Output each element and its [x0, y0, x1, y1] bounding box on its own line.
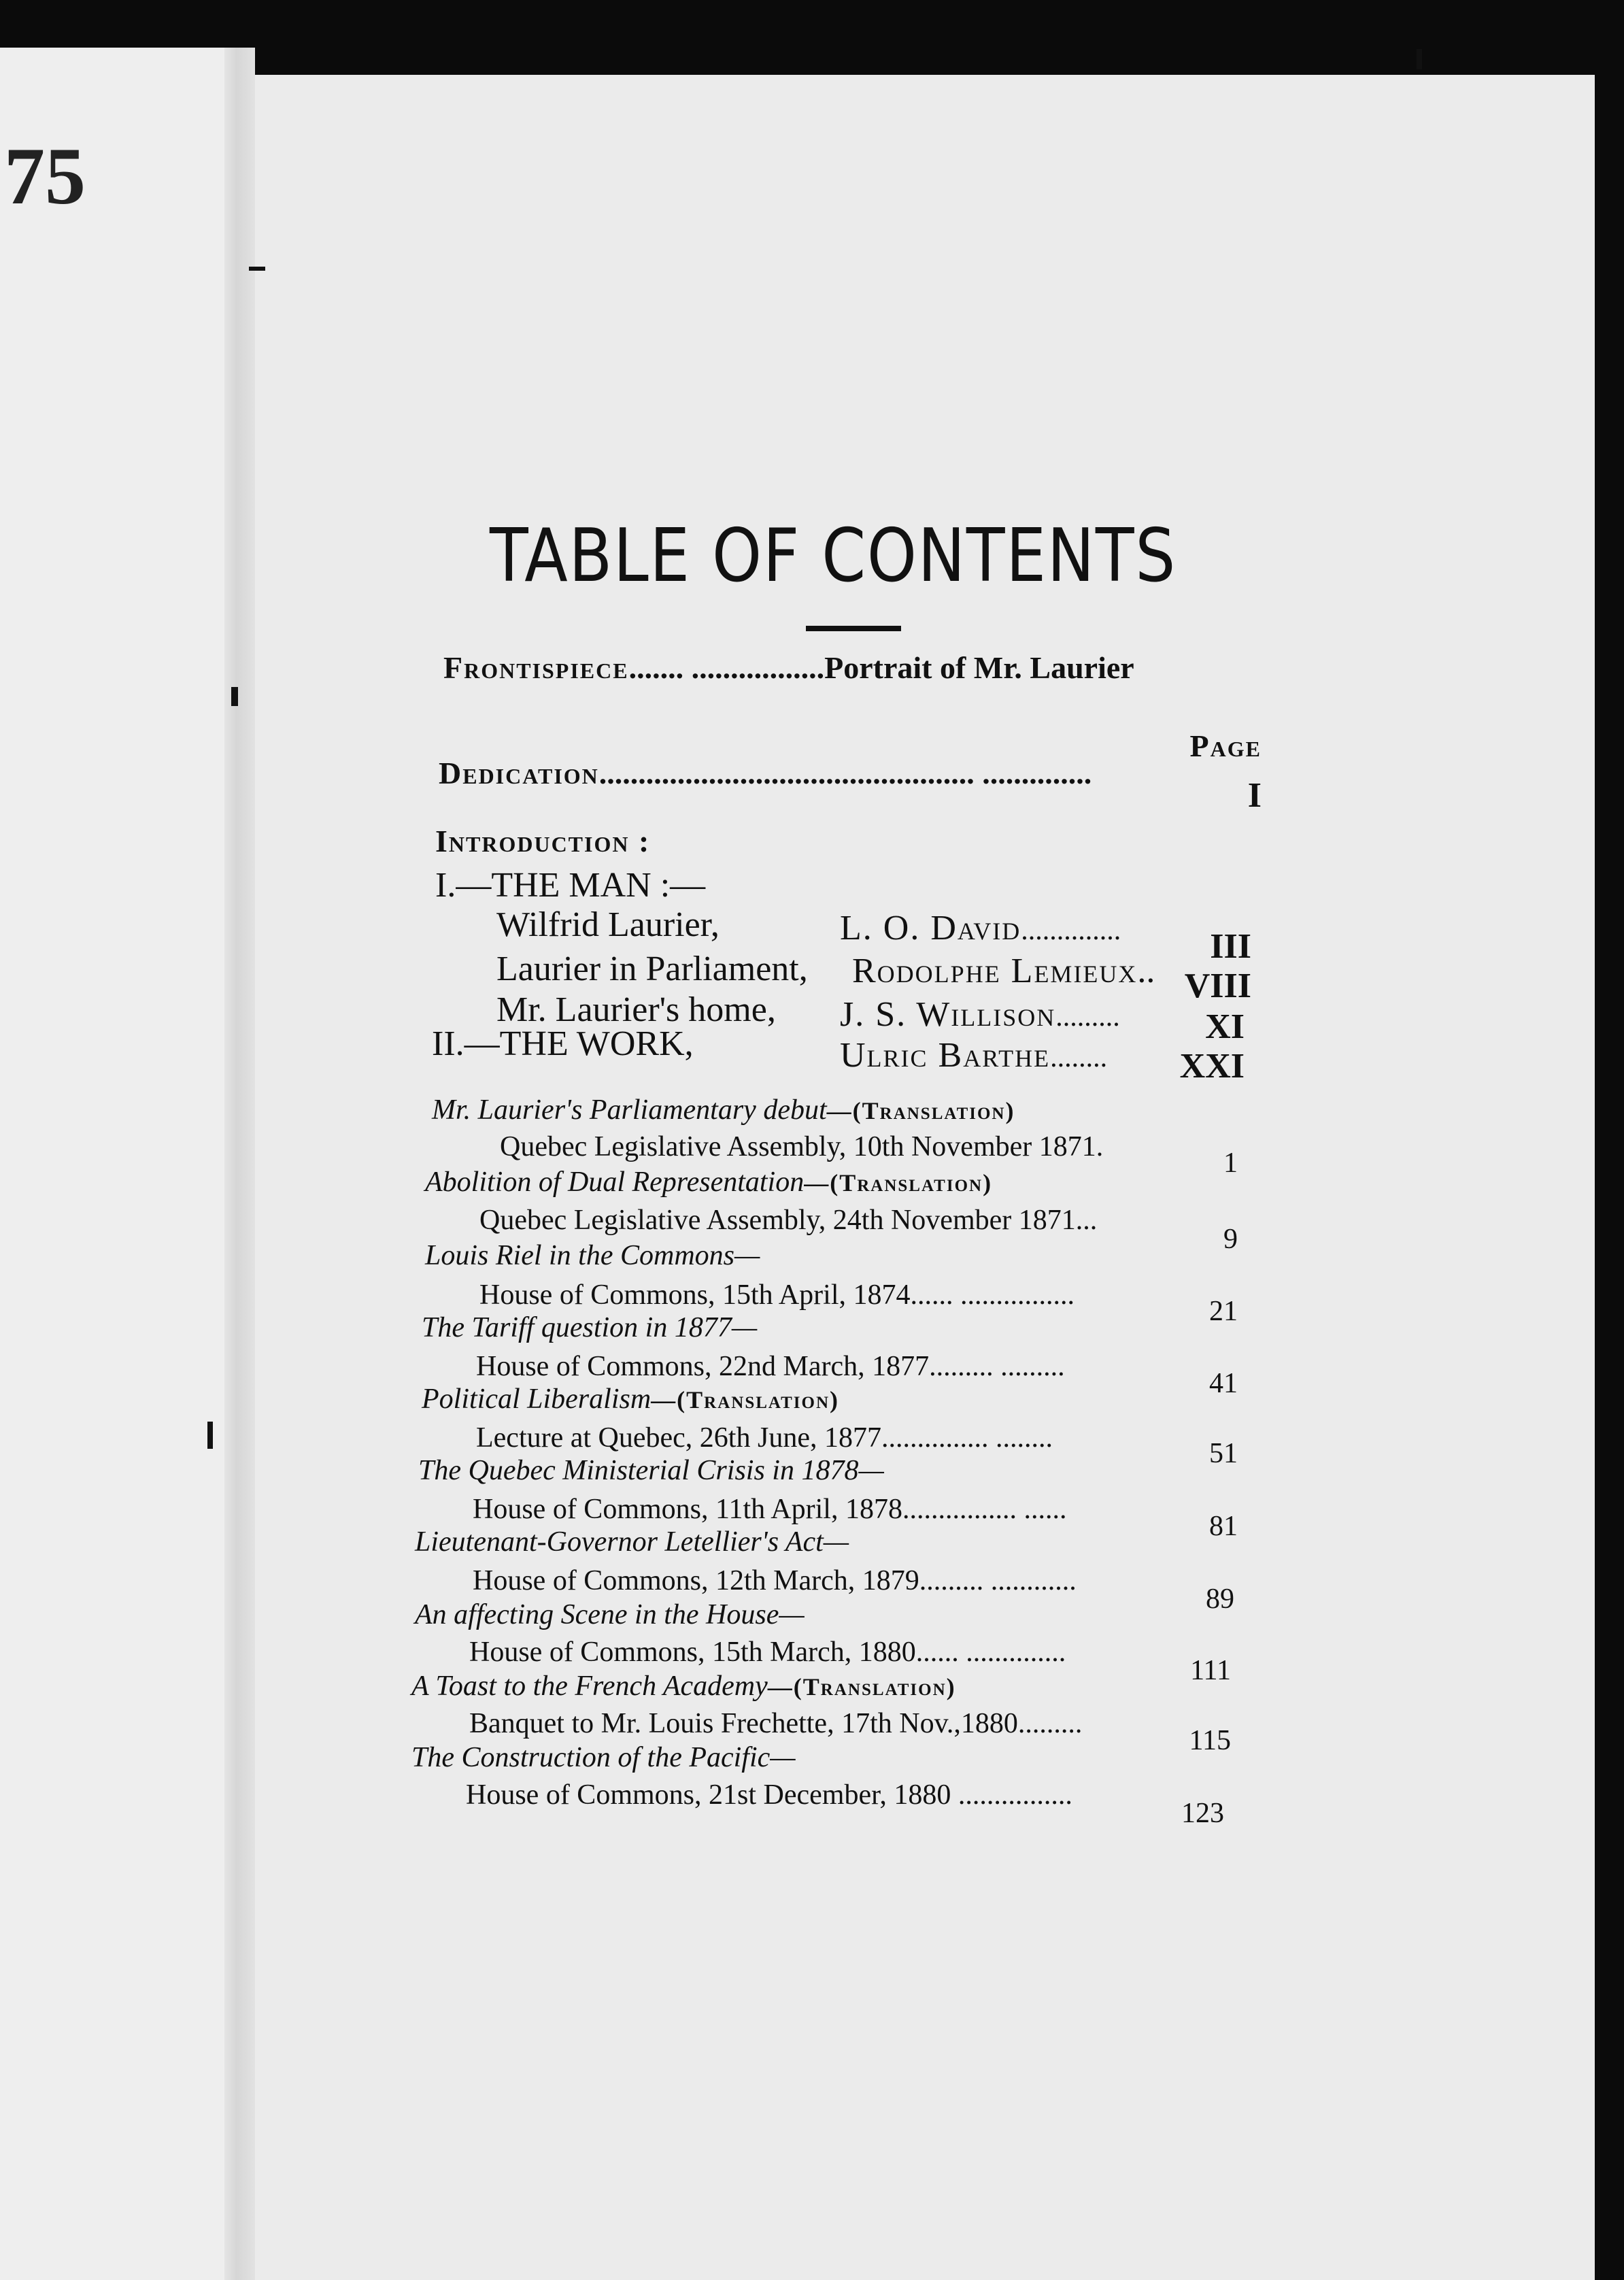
speech-detail: House of Commons, 22nd March, 1877......... .........: [476, 1351, 1065, 1382]
speech-detail: House of Commons, 21st December, 1880 ................: [466, 1779, 1072, 1811]
facing-page: [0, 48, 224, 2280]
margin-page-number: 75: [4, 131, 86, 221]
intro-entry-author: J. S. Willison.........: [840, 995, 1120, 1034]
speech-detail: Quebec Legislative Assembly, 10th November 1871.: [500, 1131, 1104, 1162]
intro-entry-title: Mr. Laurier's home,: [496, 990, 776, 1029]
part-two-author: Ulric Barthe........: [840, 1036, 1108, 1075]
speech-detail: Quebec Legislative Assembly, 24th November 1871...: [479, 1205, 1098, 1236]
introduction-label: Introduction :: [435, 824, 651, 858]
speech-detail: House of Commons, 12th March, 1879......... ............: [473, 1565, 1077, 1596]
speech-heading: The Tariff question in 1877—: [422, 1312, 758, 1343]
intro-entry-title: Wilfrid Laurier,: [496, 905, 720, 944]
page-title: TABLE OF CONTENTS: [490, 514, 1177, 599]
dedication-row: [439, 755, 1092, 791]
speech-page: 111: [1190, 1655, 1231, 1686]
speech-page: 41: [1209, 1368, 1238, 1399]
binding-mark: [207, 1422, 213, 1449]
dedication-leader: ................................................ ..............: [598, 756, 1092, 790]
speech-heading: Mr. Laurier's Parliamentary debut—(Translation): [432, 1094, 1015, 1126]
binding-mark: [231, 687, 238, 706]
title-rule: [806, 626, 901, 631]
frontispiece-leader: ....... .................: [628, 650, 825, 685]
speech-page: 115: [1189, 1725, 1231, 1756]
frontispiece-value: Portrait of Mr. Laurier: [824, 650, 1134, 685]
speech-page: 81: [1209, 1511, 1238, 1542]
speech-heading: The Quebec Ministerial Crisis in 1878—: [418, 1455, 884, 1486]
binding-mark: [249, 267, 265, 271]
speech-page: 1: [1223, 1147, 1238, 1179]
speech-heading: Louis Riel in the Commons—: [425, 1240, 760, 1271]
intro-entry-author: L. O. David..............: [840, 909, 1121, 948]
speech-heading: A Toast to the French Academy—(Translation): [411, 1671, 956, 1702]
speech-heading: The Construction of the Pacific—: [411, 1742, 796, 1773]
speech-page: 9: [1223, 1224, 1238, 1255]
speech-page: 89: [1206, 1583, 1234, 1615]
frontispiece-row: [443, 650, 1134, 686]
speech-heading: Lieutenant-Governor Letellier's Act—: [415, 1526, 849, 1558]
part-two-heading: II.—THE WORK,: [432, 1024, 694, 1063]
intro-entry-page: XI: [1205, 1007, 1245, 1046]
intro-entry-author: Rodolphe Lemieux..: [852, 952, 1155, 990]
speech-detail: House of Commons, 11th April, 1878................ ......: [473, 1494, 1067, 1525]
speech-heading: Political Liberalism—(Translation): [422, 1384, 840, 1415]
intro-entry-page: III: [1210, 927, 1251, 966]
speech-detail: House of Commons, 15th April, 1874...... ................: [479, 1279, 1075, 1311]
speech-heading: An affecting Scene in the House—: [415, 1599, 805, 1630]
speech-detail: Lecture at Quebec, 26th June, 1877............... ........: [476, 1422, 1053, 1454]
dedication-page: I: [1247, 776, 1262, 815]
speech-page: 21: [1209, 1296, 1238, 1327]
page-edge-shadow: [1595, 782, 1624, 2280]
intro-entry-title: Laurier in Parliament,: [496, 950, 808, 988]
book-gutter: [224, 48, 255, 2280]
binding-mark: [1417, 49, 1422, 69]
part-two-page: XXI: [1179, 1047, 1245, 1086]
page-column-heading: Page: [1189, 728, 1262, 763]
speech-page: 123: [1181, 1798, 1224, 1829]
speech-heading: Abolition of Dual Representation—(Translation): [425, 1167, 993, 1198]
speech-page: 51: [1209, 1438, 1238, 1469]
intro-entry-page: VIII: [1184, 967, 1251, 1005]
speech-detail: House of Commons, 15th March, 1880...... ..............: [469, 1637, 1066, 1668]
dedication-label: Dedication: [439, 756, 599, 790]
frontispiece-label: Frontispiece: [443, 650, 629, 685]
speech-detail: Banquet to Mr. Louis Frechette, 17th Nov.,1880.........: [469, 1708, 1083, 1739]
part-one-heading: I.—THE MAN :—: [435, 866, 706, 905]
